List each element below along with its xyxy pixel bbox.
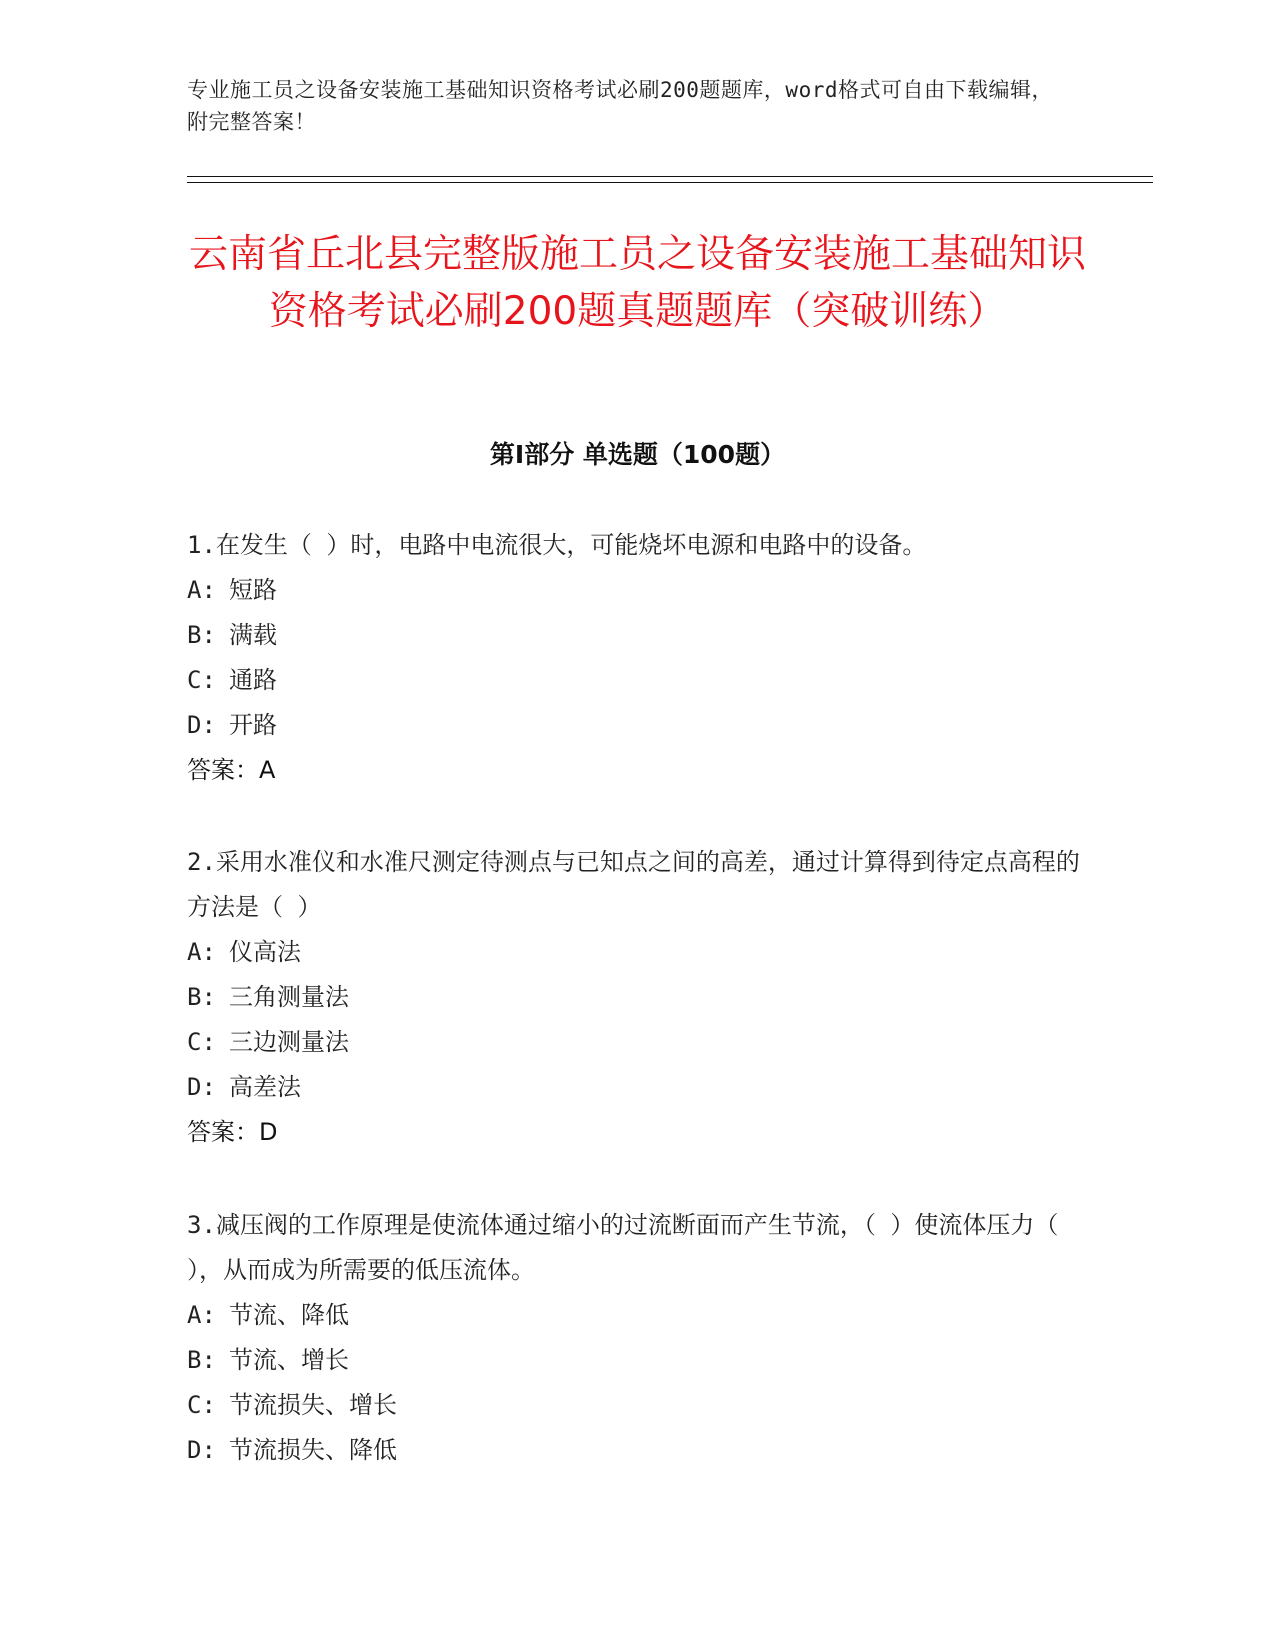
option-b — [187, 1338, 1087, 1383]
section-heading: 第Ⅰ部分 单选题（100题） — [489, 440, 786, 469]
option-text: 短路 — [229, 576, 277, 604]
option-a — [187, 568, 1087, 613]
option-key: D: — [187, 1436, 216, 1464]
header-divider-bottom — [187, 182, 1153, 183]
answer-line: 答案：D — [187, 1118, 278, 1146]
option-key: D: — [187, 1073, 216, 1101]
option-d — [187, 703, 1087, 748]
option-text: 节流、降低 — [229, 1301, 349, 1329]
option-a — [187, 930, 1087, 975]
option-key: A: — [187, 576, 216, 604]
option-text: 通路 — [229, 666, 277, 694]
answer-line: 答案：A — [187, 756, 276, 784]
option-text: 满载 — [229, 621, 277, 649]
option-key: B: — [187, 1346, 216, 1374]
question-stem: 1.在发生（ ）时，电路中电流很大，可能烧坏电源和电路中的设备。 — [187, 531, 927, 559]
option-b — [187, 975, 1087, 1020]
option-text: 开路 — [229, 711, 277, 739]
document-title: 云南省丘北县完整版施工员之设备安装施工基础知识资格考试必刷200题真题题库（突破训练） — [188, 232, 1086, 334]
option-c — [187, 1020, 1087, 1065]
option-key: A: — [187, 1301, 216, 1329]
option-a — [187, 1293, 1087, 1338]
option-text: 高差法 — [229, 1073, 301, 1101]
option-d — [187, 1065, 1087, 1110]
option-text: 节流损失、降低 — [229, 1436, 397, 1464]
option-d — [187, 1428, 1087, 1473]
option-key: B: — [187, 983, 216, 1011]
option-key: C: — [187, 1028, 216, 1056]
question-3 — [187, 1203, 1087, 1473]
option-text: 节流损失、增长 — [229, 1391, 397, 1419]
option-c — [187, 658, 1087, 703]
option-text: 三边测量法 — [229, 1028, 349, 1056]
question-stem: 3.减压阀的工作原理是使流体通过缩小的过流断面而产生节流，（ ）使流体压力（ ），从而成为所需要的低压流体。 — [187, 1211, 1059, 1284]
question-stem: 2.采用水准仪和水准尺测定待测点与已知点之间的高差，通过计算得到待定点高程的方法是（ ） — [187, 848, 1080, 921]
option-c — [187, 1383, 1087, 1428]
option-key: C: — [187, 666, 216, 694]
header-divider-top — [187, 176, 1153, 177]
option-key: D: — [187, 711, 216, 739]
option-text: 三角测量法 — [229, 983, 349, 1011]
header-note: 专业施工员之设备安装施工基础知识资格考试必刷200题题库，word格式可自由下载编辑，附完整答案！ — [187, 78, 1053, 134]
question-1 — [187, 523, 1087, 793]
option-key: B: — [187, 621, 216, 649]
question-2 — [187, 840, 1087, 1155]
option-key: C: — [187, 1391, 216, 1419]
option-key: A: — [187, 938, 216, 966]
option-text: 仪高法 — [229, 938, 301, 966]
option-b — [187, 613, 1087, 658]
option-text: 节流、增长 — [229, 1346, 349, 1374]
